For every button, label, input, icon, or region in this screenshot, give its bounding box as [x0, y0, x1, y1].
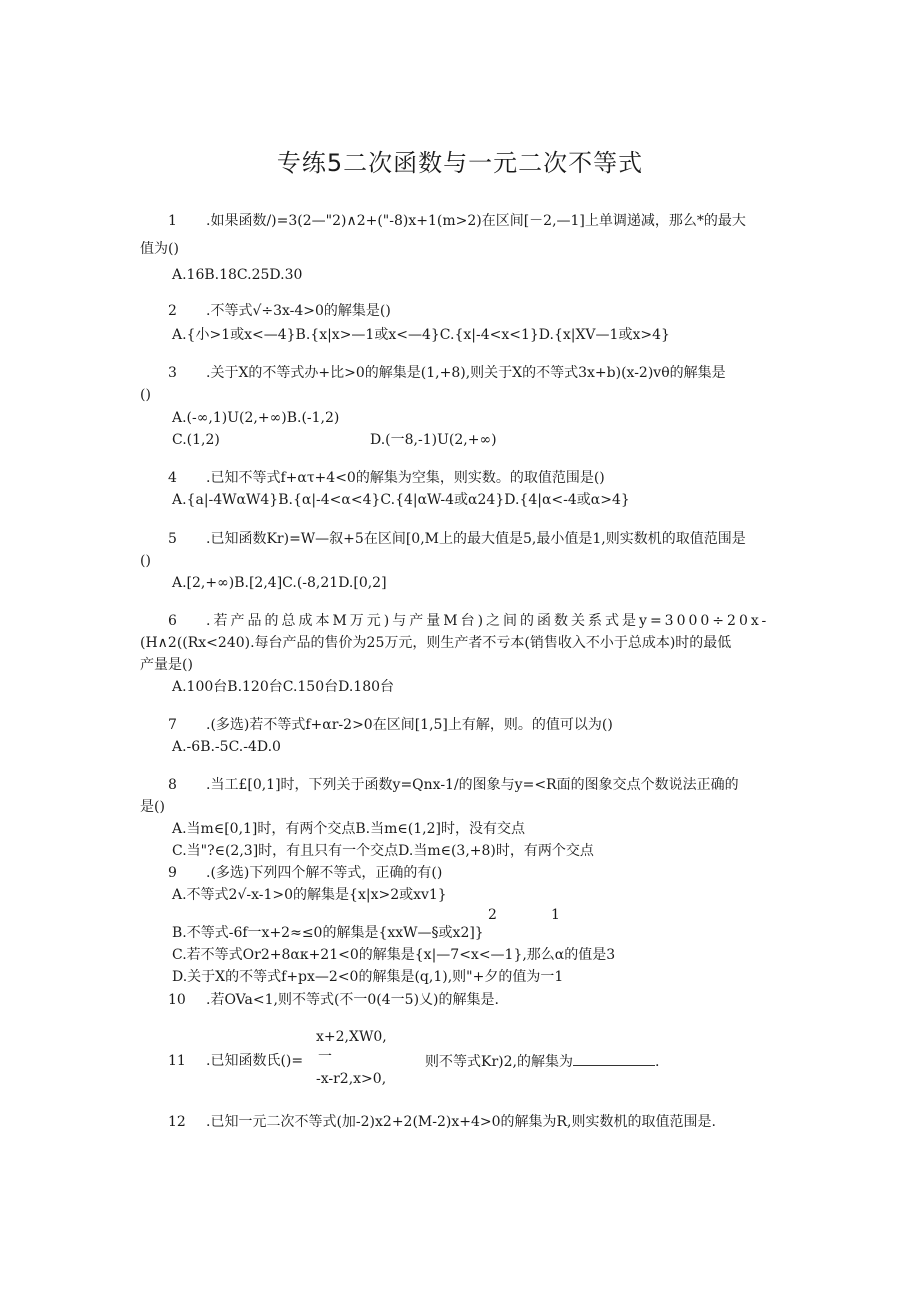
question-6-line-3: 产量是() [140, 657, 193, 673]
question-number: 3 [168, 365, 177, 381]
question-6-options: A.100台B.120台C.150台D.180台 [172, 679, 395, 695]
question-10-line-1 [140, 991, 499, 1009]
question-5-line-2: () [140, 553, 151, 569]
question-9-option-c: C.若不等式Or2+8ακ+21<0的解集是{x|—7<x<—1},那么α的值是3 [172, 947, 616, 963]
question-text: .已知不等式f+ατ+4<0的解集为空集，则实数。的取值范围是() [206, 470, 605, 486]
question-5-line-1 [140, 530, 746, 548]
answer-blank[interactable] [573, 1052, 655, 1066]
question-8-options-cd: C.当"?∈(2,3]时，有且只有一个交点D.当m∈(3,+8)时，有两个交点 [172, 843, 594, 859]
question-9-option-d: D.关于X的不等式f+px—2<0的解集是(q,1),则"+夕的值为一1 [172, 969, 564, 985]
question-text: .当工£[0,1]时，下列关于函数y=Qnx-1/的图象与y=<R面的图象交点个数说法正确的 [206, 777, 739, 793]
question-number: 2 [168, 303, 177, 319]
question-number: 12 [168, 1114, 186, 1130]
question-text: .已知函数氏()= [206, 1053, 304, 1069]
question-5-options: A.[2,+∞)B.[2,4]C.(-8,21D.[0,2] [172, 575, 387, 591]
question-8-line-1 [140, 776, 739, 794]
question-text: .(多选)若不等式f+αr-2>0在区间[1,5]上有解，则。的值可以为() [206, 717, 613, 733]
question-2-options: A.{小>1或x<—4}B.{x|x>—1或x<—4}C.{x|-4<x<1}D.{x|XV—1或x>4} [172, 327, 670, 343]
question-number: 7 [168, 717, 177, 733]
question-11-piece-divider: 一 [318, 1049, 332, 1065]
question-1-line-2: 值为() [140, 241, 179, 257]
question-number: 10 [168, 992, 186, 1008]
question-number: 6 [168, 613, 177, 629]
question-2-line-1 [140, 302, 391, 320]
question-4-line-1 [140, 469, 605, 487]
question-text: . [654, 1054, 660, 1070]
question-1-line-1 [140, 212, 746, 230]
question-number: 1 [168, 213, 177, 229]
question-number: 9 [168, 865, 177, 881]
question-11-piece-1: x+2,XW0, [316, 1029, 387, 1045]
question-3-option-ab: A.(-∞,1)U(2,+∞)B.(-1,2) [172, 410, 340, 426]
question-9-subscript-1: 1 [551, 907, 560, 923]
question-text: .若产品的总成本M万元)与产量M台)之间的函数关系式是y=3000÷20x- [206, 613, 770, 629]
question-8-options-ab: A.当m∈[0,1]时，有两个交点B.当m∈(1,2]时，没有交点 [172, 821, 525, 837]
question-11-piece-2: -x-r2,x>0, [316, 1071, 387, 1087]
question-number: 8 [168, 777, 177, 793]
question-3-line-1 [140, 364, 726, 382]
question-text: .若OVa<1,则不等式(不一0(4一5)乂)的解集是. [206, 992, 499, 1008]
question-11-tail [425, 1052, 659, 1071]
question-11-line-1 [140, 1052, 303, 1070]
question-text: .已知函数Kr)=W—叙+5在区间[0,M上的最大值是5,最小值是1,则实数机的取值范围是 [206, 531, 746, 547]
question-number: 4 [168, 470, 177, 486]
question-3-option-d: D.(一8,-1)U(2,+∞) [370, 432, 497, 448]
question-6-line-1 [140, 612, 769, 630]
question-number: 11 [168, 1053, 186, 1069]
question-8-line-2: 是() [140, 799, 165, 815]
question-text: .如果函数/)=3(2—"2)∧2+("-8)x+1(m>2)在区间[－2,—1]上单调递减，那么*的最大 [206, 213, 746, 229]
question-text: 则不等式Kr)2,的解集为 [425, 1054, 573, 1070]
question-12-line-1 [140, 1113, 716, 1131]
question-3-line-2: () [140, 387, 151, 403]
question-7-line-1 [140, 716, 613, 734]
question-6-line-2: (H∧2((Rx<240).每台产品的售价为25万元，则生产者不亏本(销售收入不小于总成本)时的最低 [140, 635, 732, 651]
question-3-option-c: C.(1,2) [172, 432, 220, 448]
question-1-options: A.16B.18C.25D.30 [172, 267, 303, 283]
question-9-option-b: B.不等式-6f一x+2≈≤0的解集是{xxW—§或x2]} [172, 925, 484, 941]
question-9-subscript-2: 2 [488, 907, 497, 923]
page-title: 专练5二次函数与一元二次不等式 [276, 149, 644, 177]
question-4-options: A.{a|-4WαW4}B.{α|-4<α<4}C.{4|αW-4或α24}D.{4|α<-4或α>4} [172, 492, 630, 508]
question-text: .(多选)下列四个解不等式，正确的有() [206, 865, 443, 881]
question-text: .不等式√÷3x-4>0的解集是() [206, 303, 391, 319]
question-9-option-a: A.不等式2√-x-1>0的解集是{x|x>2或xv1} [172, 887, 447, 903]
question-number: 5 [168, 531, 177, 547]
question-text: .关于X的不等式办+比>0的解集是(1,+8),则关于X的不等式3x+b)(x-2)vθ的解集是 [206, 365, 726, 381]
question-text: .已知一元二次不等式(加-2)x2+2(M-2)x+4>0的解集为R,则实数机的取值范围是. [206, 1114, 716, 1130]
question-7-options: A.-6B.-5C.-4D.0 [172, 739, 281, 755]
question-9-line-1 [140, 864, 442, 882]
